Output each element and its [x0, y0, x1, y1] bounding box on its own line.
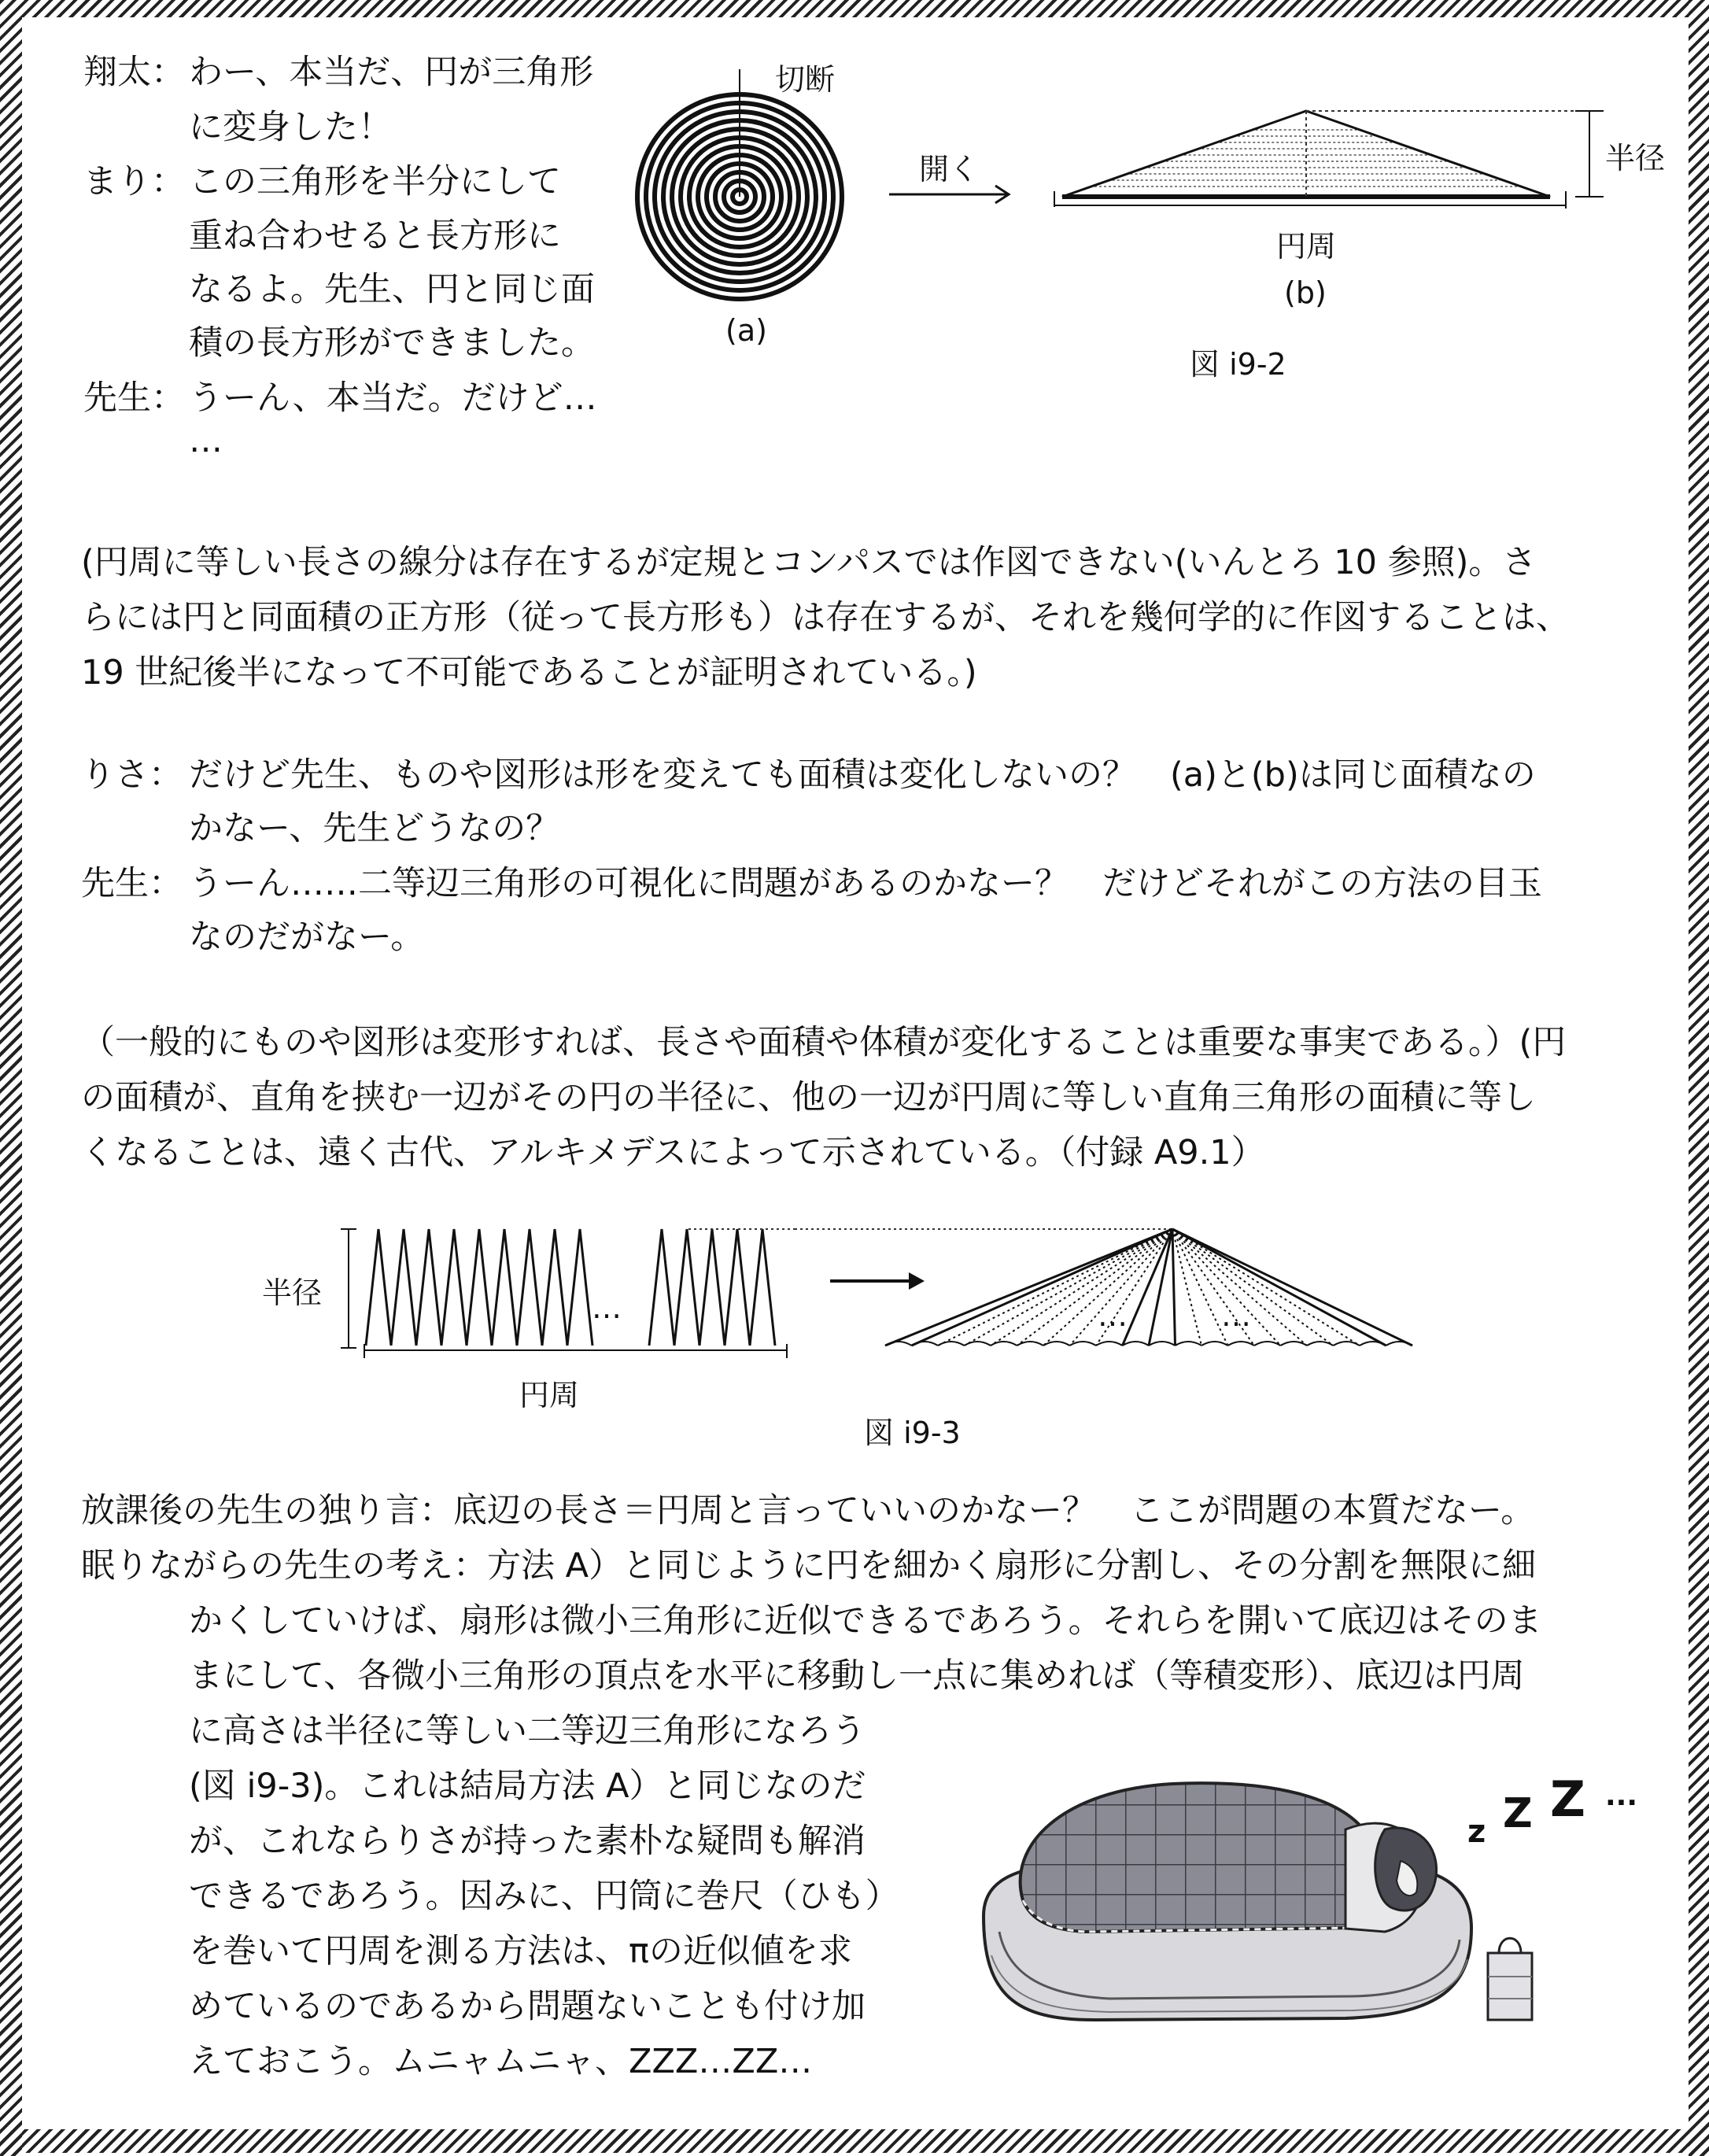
- sector-spike: [467, 1229, 492, 1346]
- monologue-line: できるであろう。因みに、円筒に巻尺（ひも）: [189, 1877, 899, 1916]
- monologue-line: に高さは半径に等しい二等辺三角形になろう: [189, 1711, 866, 1751]
- sector-spike: [674, 1229, 699, 1346]
- sector-spike: [517, 1229, 542, 1346]
- fan-line: [1172, 1229, 1334, 1346]
- monologue-line: まにして、各微小三角形の頂点を水平に移動し一点に集めれば（等積変形）、底辺は円周: [189, 1656, 1525, 1696]
- sector-spike: [441, 1229, 467, 1346]
- circumference-label: 円周: [1276, 229, 1337, 264]
- note-line: 19 世紀後半になって不可能であることが証明されている。): [81, 653, 977, 692]
- open-label: 開く: [919, 152, 980, 186]
- page-border-right: [1689, 0, 1709, 2156]
- note-line: (円周に等しい長さの線分は存在するが定規とコンパスでは作図できない(いんとろ 10 参照)。さ: [81, 543, 1537, 582]
- note-line: （一般的にものや図形は変形すれば、長さや面積や体積が変化することは重要な事実である。）(円: [81, 1023, 1567, 1062]
- dialogue-line: 積の長方形ができました。: [189, 323, 595, 363]
- fan-line: [965, 1229, 1173, 1346]
- monologue-line: 眠りながらの先生の考え：方法 A）と同じように円を細かく扇形に分割し、その分割を無限に細: [81, 1546, 1537, 1586]
- figure-caption: 図 i9-2: [1190, 347, 1286, 382]
- ellipsis: …: [1098, 1298, 1128, 1333]
- ellipsis: …: [592, 1290, 622, 1325]
- dialogue-line: わー、本当だ、円が三角形: [189, 53, 594, 92]
- dialogue-line: うーん……二等辺三角形の可視化に問題があるのかなー？ だけどそれがこの方法の目玉: [189, 864, 1542, 903]
- monologue-line: を巻いて円周を測る方法は、πの近似値を求: [189, 1932, 852, 1971]
- dialogue-line: うーん、本当だ。だけど…: [189, 378, 597, 418]
- sector-spike: [699, 1229, 725, 1346]
- dialogue-line: なるよ。先生、円と同じ面: [189, 270, 595, 309]
- radius-label: 半径: [262, 1276, 323, 1310]
- dialogue-line: なのだがなー。: [189, 917, 425, 957]
- fan-arc: [1254, 1342, 1281, 1346]
- figure-i9-2-circle: [629, 87, 850, 307]
- fan-arc: [1096, 1342, 1123, 1346]
- open-arrow: [889, 183, 1015, 206]
- figure-i9-3-spikes: [327, 1218, 799, 1368]
- speaker-shota: 翔太：: [83, 53, 185, 92]
- monologue-line: かくしていけば、扇形は微小三角形に近似できるであろう。それらを開いて底辺はそのま: [189, 1601, 1542, 1641]
- monologue-line: えておこう。ムニャムニャ、ZZZ…ZZ…: [189, 2042, 813, 2081]
- sector-spike: [492, 1229, 517, 1346]
- sector-spike: [725, 1229, 750, 1346]
- fan-arc: [1176, 1342, 1202, 1346]
- fan-line: [938, 1229, 1172, 1346]
- radius-label: 半径: [1605, 141, 1666, 175]
- fan-arc: [1201, 1342, 1228, 1346]
- fan-line: [1172, 1229, 1360, 1346]
- speaker-sensei: 先生：: [81, 864, 183, 903]
- snore-z: z: [1467, 1814, 1486, 1850]
- speaker-mari: まり：: [83, 162, 185, 201]
- fan-arc: [965, 1342, 991, 1346]
- dialogue-line: 重ね合わせると長方形に: [189, 216, 561, 256]
- snore-dots: ...: [1605, 1780, 1638, 1812]
- note-line: くなることは、遠く古代、アルキメデスによって示されている。（付録 A9.1）: [81, 1133, 1265, 1172]
- sector-spike: [649, 1229, 674, 1346]
- figure-caption: 図 i9-3: [864, 1416, 961, 1450]
- sector-spike: [750, 1229, 775, 1346]
- note-line: の面積が、直角を挟む一辺がその円の半径に、他の一辺が円周に等しい直角三角形の面積に等し: [81, 1078, 1536, 1117]
- dialogue-line: かなー、先生どうなの？: [189, 809, 560, 848]
- fan-arc: [1149, 1342, 1176, 1346]
- figure-i9-3-fan: [795, 1218, 1487, 1368]
- fan-arc: [938, 1342, 965, 1346]
- sector-spike: [542, 1229, 567, 1346]
- ellipsis: …: [1221, 1298, 1251, 1333]
- speaker-sensei: 先生：: [83, 378, 185, 418]
- page-border-bottom: [0, 2129, 1709, 2153]
- fan-line: [1172, 1229, 1176, 1346]
- dialogue-line: この三角形を半分にして: [189, 162, 561, 201]
- dialogue-line: …: [189, 421, 223, 460]
- dialogue-line: だけど先生、ものや図形は形を変えても面積は変化しないの？ (a)と(b)は同じ面積なの: [189, 755, 1536, 795]
- fan-line: [1149, 1229, 1172, 1346]
- fan-line: [1172, 1229, 1201, 1346]
- sector-spike: [366, 1229, 391, 1346]
- sector-spike: [567, 1229, 592, 1346]
- snore-z: Z: [1503, 1790, 1533, 1837]
- fan-line: [991, 1229, 1172, 1346]
- monologue-line: 放課後の先生の独り言：底辺の長さ＝円周と言っていいのかなー？ ここが問題の本質だなー。: [81, 1491, 1535, 1530]
- figure-i9-2-triangle: [1046, 98, 1613, 224]
- fan-arc: [1123, 1342, 1150, 1346]
- speaker-risa: りさ：: [81, 755, 183, 795]
- sector-spike: [391, 1229, 416, 1346]
- note-line: らには円と同面積の正方形（従って長方形も）は存在するが、それを幾何学的に作図することは、: [81, 598, 1570, 637]
- page-border-top: [0, 0, 1709, 17]
- label-a: (a): [725, 313, 767, 348]
- monologue-line: めているのであるから問題ないことも付け加: [189, 1987, 866, 2026]
- monologue-line: (図 i9-3)。これは結局方法 A）と同じなのだ: [189, 1767, 866, 1806]
- cut-label: 切断: [775, 62, 836, 97]
- fan-arc: [1228, 1342, 1255, 1346]
- page-border-left: [0, 0, 22, 2156]
- sector-spike: [416, 1229, 441, 1346]
- label-b: (b): [1284, 275, 1327, 310]
- fan-line: [912, 1229, 1173, 1346]
- dialogue-line: に変身した！: [189, 108, 392, 147]
- figure-i9-2-cut-line: [736, 69, 744, 101]
- fan-line: [1172, 1229, 1228, 1346]
- fan-line: [1172, 1229, 1412, 1346]
- fan-line: [1172, 1229, 1386, 1346]
- circumference-label: 円周: [519, 1378, 580, 1412]
- monologue-line: が、これならりさが持った素朴な疑問も解消: [189, 1822, 866, 1861]
- snore-z: Z: [1550, 1770, 1585, 1828]
- bag-illustration: [1483, 1929, 1538, 2024]
- fan-arc: [1043, 1342, 1070, 1346]
- futon-illustration: [976, 1774, 1479, 2034]
